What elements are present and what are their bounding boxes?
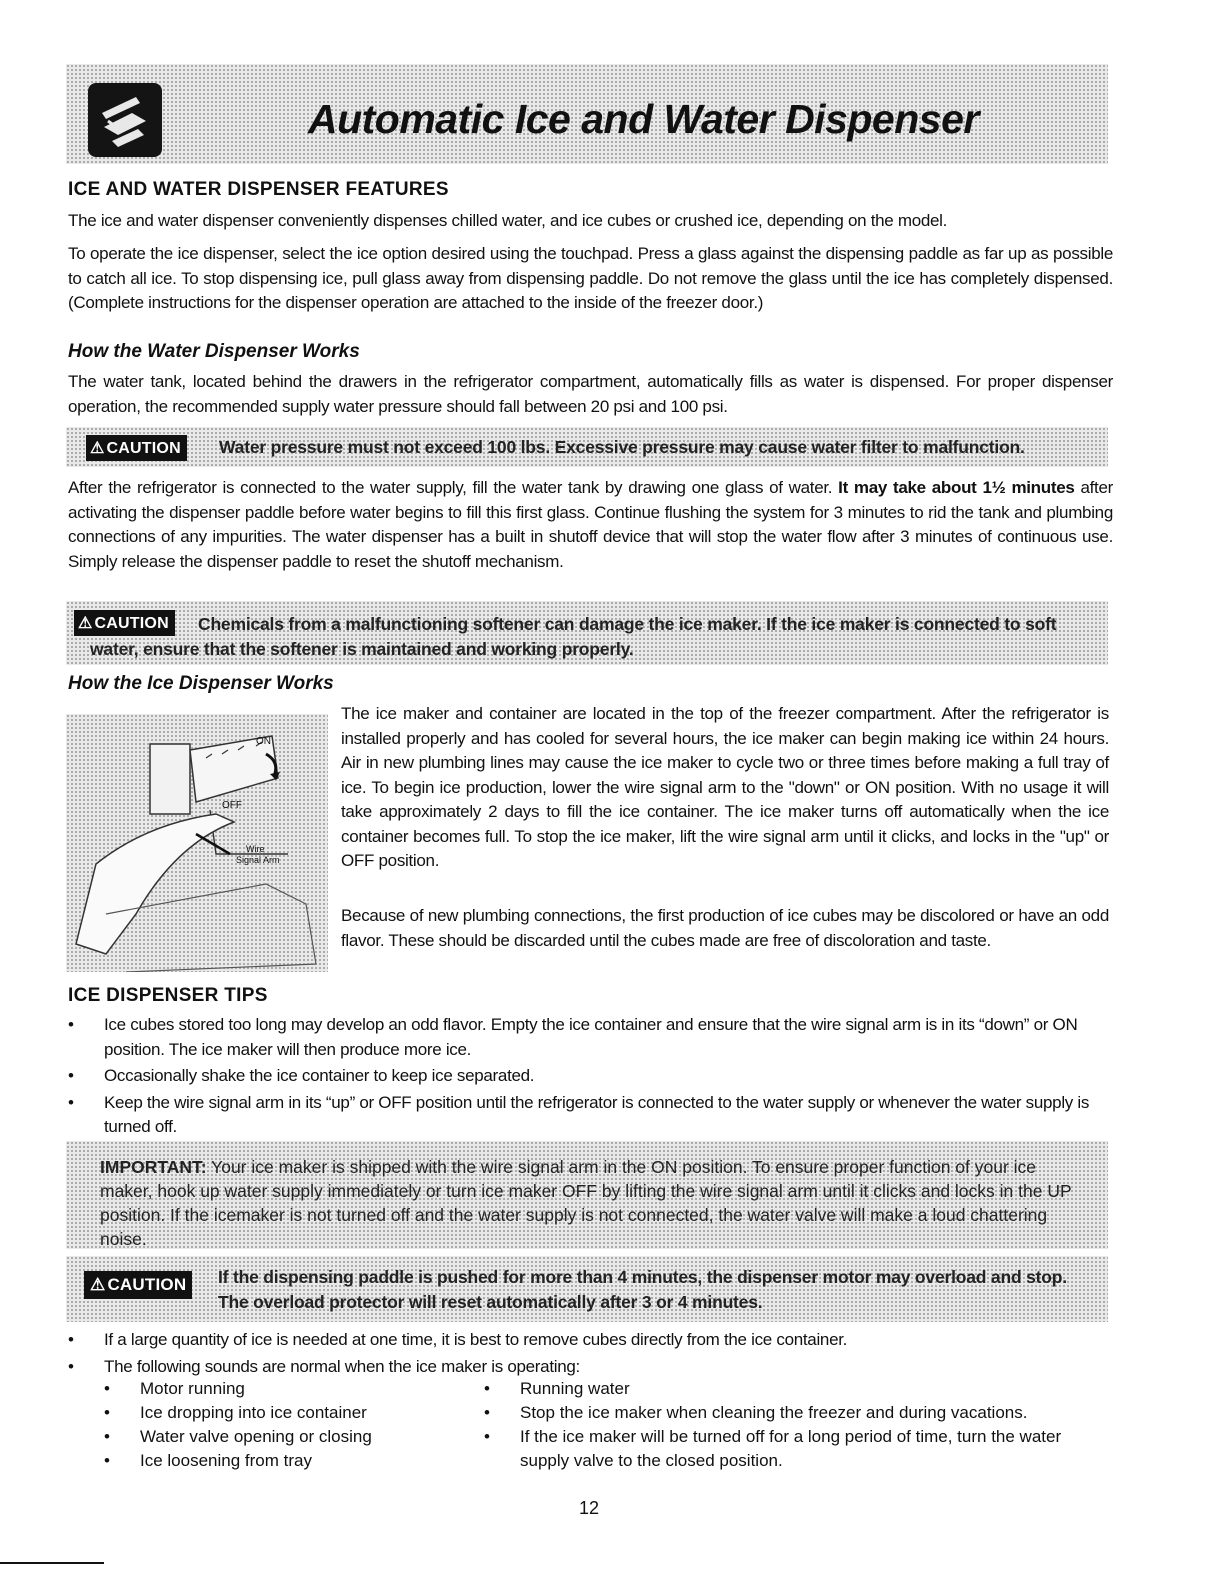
figure-label-on: ON	[256, 736, 271, 747]
figure-label-signal-arm: Signal Arm	[236, 855, 280, 865]
list-item: • If the ice maker will be turned off for a long period of time, turn the water supply valve to the closed position.	[484, 1425, 1109, 1473]
list-item: • Running water	[484, 1377, 1109, 1401]
features-heading: ICE AND WATER DISPENSER FEATURES	[68, 179, 449, 200]
list-item: • Ice cubes stored too long may develop an odd flavor. Empty the ice container and ensure that the wire signal arm is in its “down” or ON position. The ice maker will then produce more ice.	[68, 1013, 1113, 1062]
list-item: • Occasionally shake the ice container to keep ice separated.	[68, 1064, 1113, 1089]
list-item: • Ice dropping into ice container	[104, 1401, 444, 1425]
normal-sounds-list-left	[104, 1377, 444, 1473]
tips-list-2	[68, 1328, 1113, 1381]
warning-triangle-icon: ⚠	[78, 615, 93, 632]
tips-list	[68, 1013, 1113, 1142]
important-notice-text: IMPORTANT: Your ice maker is shipped with the wire signal arm in the ON position. To ensure proper function of your ice maker, hook up water supply immediately or turn ice maker OFF by lifting the wire signal arm until it clicks and locks in the UP position. If the icemaker is not turned off and the water supply is not connected, the water valve will make a loud chattering noise.	[100, 1157, 1072, 1249]
ice-dispenser-heading: How the Ice Dispenser Works	[68, 673, 334, 694]
list-item: • Water valve opening or closing	[104, 1425, 444, 1449]
normal-sounds-list-right	[484, 1377, 1109, 1473]
caution-text-paddle: If the dispensing paddle is pushed for more than 4 minutes, the dispenser motor may overload and stop. The overload protector will reset automatically after 3 or 4 minutes.	[218, 1267, 1067, 1312]
caution-badge: ⚠ CAUTION	[74, 610, 175, 636]
caution-badge: ⚠ CAUTION	[84, 1271, 192, 1299]
footer-rule	[0, 1562, 104, 1564]
list-item: • Keep the wire signal arm in its “up” or OFF position until the refrigerator is connected to the water supply or whenever the water supply is turned off.	[68, 1091, 1113, 1140]
ice-paragraph-2: Because of new plumbing connections, the first production of ice cubes may be discolored or have an odd flavor. These should be discarded until the cubes made are free of discoloration and taste.	[341, 906, 1109, 950]
tips-heading: ICE DISPENSER TIPS	[68, 985, 268, 1006]
list-item: • If a large quantity of ice is needed at one time, it is best to remove cubes directly from the ice container.	[68, 1328, 1113, 1353]
page-number: 12	[579, 1498, 600, 1518]
figure-label-off: OFF	[222, 800, 242, 811]
features-paragraph-1: The ice and water dispenser conveniently dispenses chilled water, and ice cubes or crushed ice, depending on the model.	[68, 211, 948, 230]
caution-text-softener: Chemicals from a malfunctioning softener can damage the ice maker. If the ice maker is connected to soft water, ensure that the softener is maintained and working properly.	[90, 614, 1057, 659]
warning-triangle-icon: ⚠	[90, 1275, 106, 1294]
ice-paragraph-1: The ice maker and container are located in the top of the freezer compartment. After the refrigerator is installed properly and has cooled for several hours, the ice maker can begin making ice within 24 hours. Air in new plumbing lines may cause the ice maker to cycle two or three times before making a full tray of ice. To begin ice production, lower the wire signal arm to the "down" or ON position. With no usage it will take approximately 2 days to fill the ice container. The ice maker turns off automatically when the ice container becomes full. To stop the ice maker, lift the wire signal arm until it clicks, and locks in the "up" or OFF position.	[341, 704, 1109, 870]
water-paragraph-1: The water tank, located behind the drawers in the refrigerator compartment, automatically fills as water is dispensed. For proper dispenser operation, the recommended supply water pressure should fall between 20 psi and 100 psi.	[68, 372, 1113, 416]
list-item: • The following sounds are normal when the ice maker is operating:	[68, 1355, 1113, 1380]
list-item: • Ice loosening from tray	[104, 1449, 444, 1473]
features-paragraph-2: To operate the ice dispenser, select the ice option desired using the touchpad. Press a glass against the dispensing paddle as far up as possible to catch all ice. To stop dispensing ice, pull glass away from dispensing paddle. Do not remove the glass until the ice has completely dispensed. (Complete instructions for the dispenser operation are attached to the inside of the freezer door.)	[68, 244, 1113, 312]
water-paragraph-2: After the refrigerator is connected to the water supply, fill the water tank by drawing one glass of water. It may take about 1½ minutes after activating the dispenser paddle before water begins to fill this first glass. Continue flushing the system for 3 minutes to rid the tank and plumbing connections of any impurities. The water dispenser has a built in shutoff device that will stop the water flow after 3 minutes of continuous use. Simply release the dispenser paddle to reset the shutoff mechanism.	[68, 478, 1113, 571]
water-dispenser-heading: How the Water Dispenser Works	[68, 341, 360, 362]
caution-badge: ⚠ CAUTION	[86, 435, 187, 461]
page-title: Automatic Ice and Water Dispenser	[308, 96, 979, 142]
figure-label-wire: Wire	[246, 844, 265, 854]
ice-maker-illustration	[66, 714, 328, 972]
caution-text-water-pressure: Water pressure must not exceed 100 lbs. Excessive pressure may cause water filter to malfunction.	[219, 437, 1025, 457]
ice-cube-icon	[88, 83, 162, 157]
list-item: • Motor running	[104, 1377, 444, 1401]
list-item: • Stop the ice maker when cleaning the freezer and during vacations.	[484, 1401, 1109, 1425]
warning-triangle-icon: ⚠	[90, 440, 105, 457]
